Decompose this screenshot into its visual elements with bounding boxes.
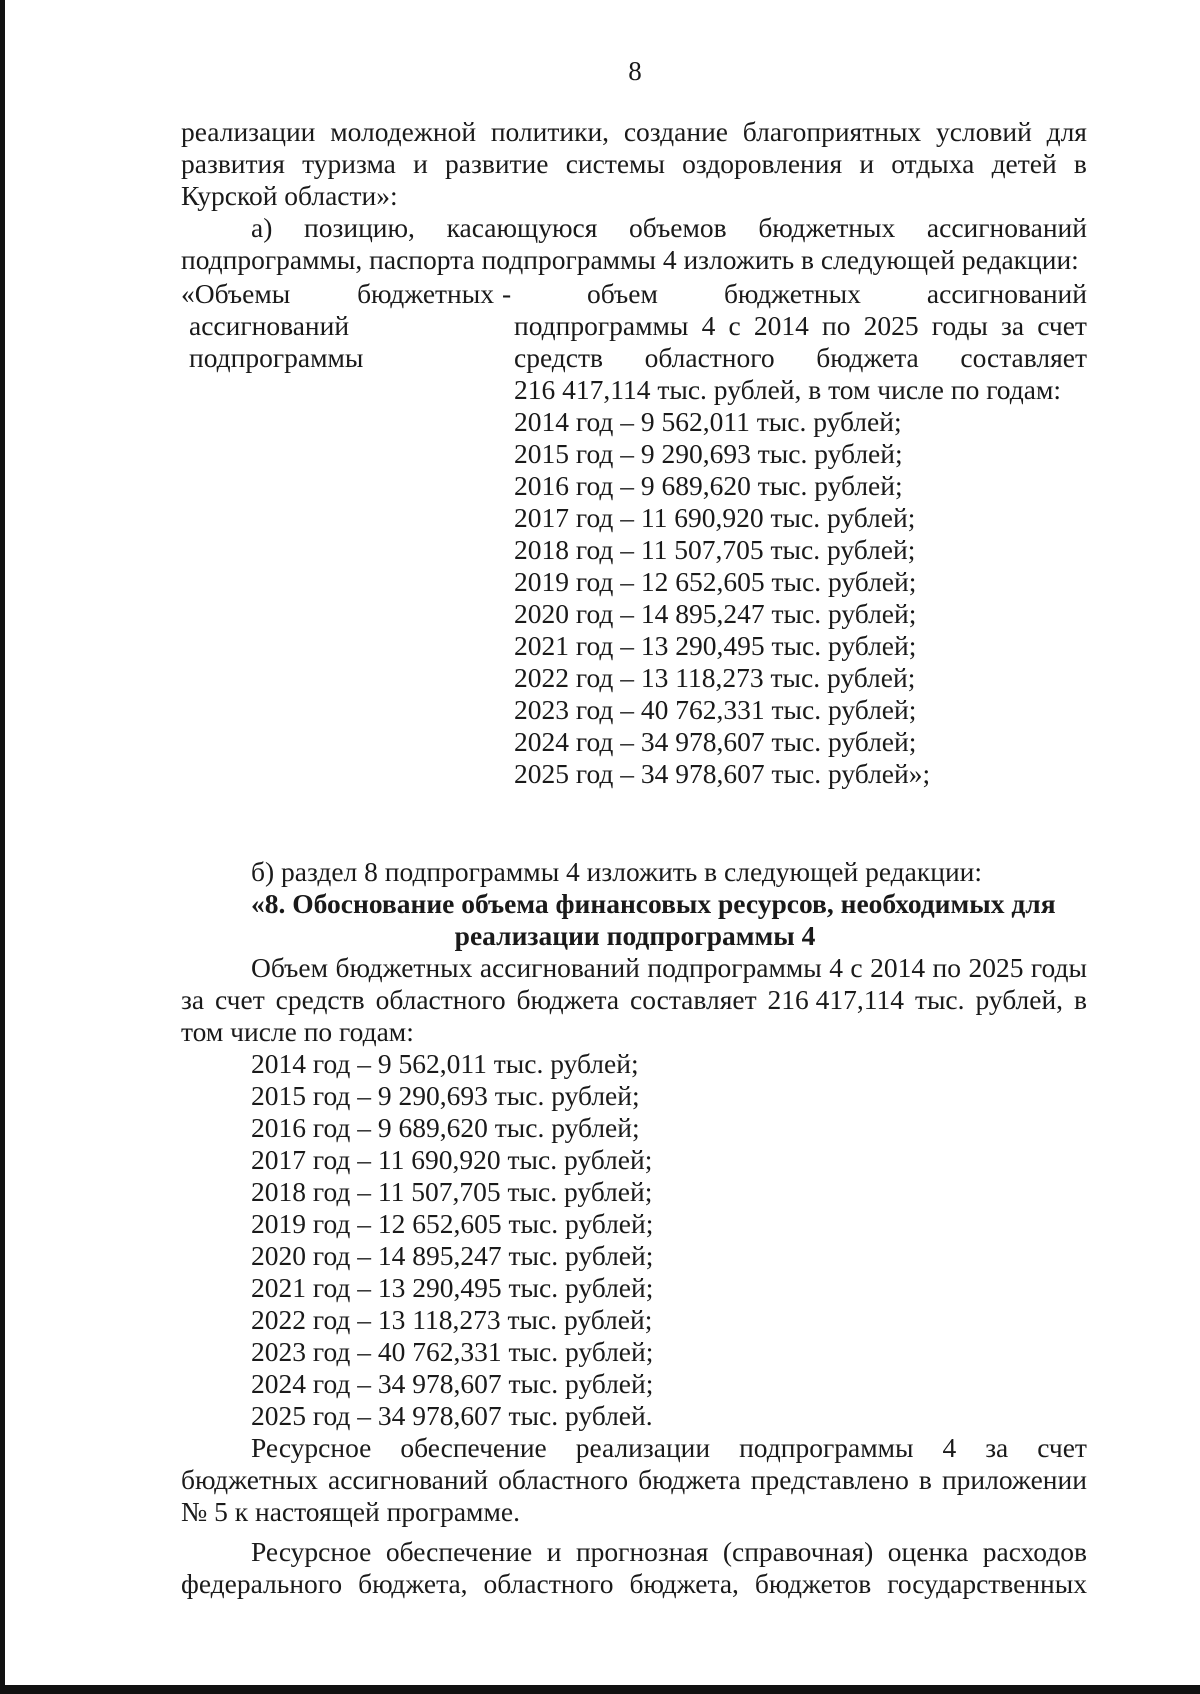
word: касающуюся (446, 212, 598, 243)
word: счет (1037, 1432, 1087, 1463)
word: Объем (251, 952, 328, 983)
word: ассигнований (479, 952, 640, 983)
passport-left-line-2: ассигнований (189, 310, 350, 341)
word: развития (181, 148, 285, 179)
section-para-1-line-1 (251, 952, 1087, 984)
word: бюджетных (357, 278, 494, 309)
word: 2014 (753, 310, 809, 341)
word: бюджетных (723, 278, 861, 309)
passport-year-item: 2021 год – 13 290,495 тыс. рублей; (514, 630, 917, 661)
word: и (546, 1536, 562, 1567)
word: тыс. (914, 984, 965, 1015)
word: средств (275, 984, 365, 1015)
word: 216 417,114 (767, 984, 905, 1015)
word: в (1073, 148, 1087, 179)
word: реализации (181, 116, 316, 147)
word: обеспечение (385, 1536, 533, 1567)
scan-left-edge (0, 0, 5, 1694)
word: прогнозная (575, 1536, 709, 1567)
word: составляет (960, 342, 1087, 373)
passport-year-item: 2023 год – 40 762,331 тыс. рублей; (514, 694, 917, 725)
section-para-2-line-1 (251, 1432, 1087, 1464)
section-para-2-line-2 (181, 1464, 1087, 1496)
passport-right-line-3 (514, 342, 1087, 374)
word: развитие (445, 148, 549, 179)
word: за (181, 984, 205, 1015)
word: счет (1037, 310, 1087, 341)
word: «Объемы (181, 278, 291, 309)
section-year-item: 2023 год – 40 762,331 тыс. рублей; (251, 1336, 654, 1367)
section-para-1-line-3: том числе по годам: (181, 1016, 414, 1047)
word: Ресурсное (251, 1432, 372, 1463)
section-year-item: 2014 год – 9 562,011 тыс. рублей; (251, 1048, 639, 1079)
passport-year-item: 2022 год – 13 118,273 тыс. рублей; (514, 662, 916, 693)
intro-line-1 (181, 116, 1087, 148)
word: подпрограммы (514, 310, 689, 341)
word: областного (483, 1568, 614, 1599)
passport-year-item: 2019 год – 12 652,605 тыс. рублей; (514, 566, 917, 597)
section-heading-line-2: реализации подпрограммы 4 (454, 920, 816, 951)
passport-year-item: 2024 год – 34 978,607 тыс. рублей; (514, 726, 917, 757)
word: политики, (490, 116, 610, 147)
word: 2025 (968, 952, 1024, 983)
item-a-line-1 (251, 212, 1087, 244)
section-year-item: 2016 год – 9 689,620 тыс. рублей; (251, 1112, 640, 1143)
passport-right-line-4: 216 417,114 тыс. рублей, в том числе по годам: (514, 374, 1061, 405)
word: по (822, 310, 851, 341)
word: подпрограммы (739, 1432, 914, 1463)
word: за (985, 1432, 1009, 1463)
word: счет (215, 984, 265, 1015)
word: оценка (887, 1536, 969, 1567)
section-heading-line-1: «8. Обоснование объема финансовых ресурсов, необходимых для (251, 888, 1056, 919)
word: бюджетов (754, 1568, 872, 1599)
word: объемов (629, 212, 727, 243)
word: системы (565, 148, 665, 179)
word: бюджета (638, 1464, 741, 1495)
word: реализации (575, 1432, 711, 1463)
section-year-item: 2025 год – 34 978,607 тыс. рублей. (251, 1400, 653, 1431)
section-para-3-line-1 (251, 1536, 1087, 1568)
word: по (932, 952, 962, 983)
word: за (1000, 310, 1025, 341)
section-para-2-line-3: № 5 к настоящей программе. (181, 1496, 520, 1527)
passport-year-item: 2015 год – 9 290,693 тыс. рублей; (514, 438, 903, 469)
item-a-line-2: подпрограммы, паспорта подпрограммы 4 изложить в следующей редакции: (181, 244, 1079, 275)
word: рублей, (975, 984, 1064, 1015)
intro-line-2 (181, 148, 1087, 180)
section-para-3-line-2 (181, 1568, 1087, 1600)
word: расходов (982, 1536, 1087, 1567)
word: подпрограммы (647, 952, 822, 983)
word: бюджетных (181, 1464, 318, 1495)
word: 4 (942, 1432, 957, 1463)
word: 2025 (863, 310, 919, 341)
passport-year-item: 2025 год – 34 978,607 тыс. рублей»; (514, 758, 931, 789)
passport-right-line-1 (587, 278, 1087, 310)
word: 2014 (870, 952, 926, 983)
passport-right-line-2 (514, 310, 1087, 342)
word: областного (498, 1464, 629, 1495)
word: с (728, 310, 741, 341)
section-para-1-line-2 (181, 984, 1087, 1016)
word: представлено (750, 1464, 909, 1495)
word: 4 (829, 952, 843, 983)
passport-year-item: 2020 год – 14 895,247 тыс. рублей; (514, 598, 917, 629)
word: для (1046, 116, 1087, 147)
word: и (859, 148, 875, 179)
word: областного (375, 984, 506, 1015)
word: составляет (629, 984, 757, 1015)
passport-year-item: 2017 год – 11 690,920 тыс. рублей; (514, 502, 916, 533)
page-number: 8 (628, 56, 642, 86)
word: бюджета (516, 984, 620, 1015)
word: бюджетных (758, 212, 896, 243)
word: а) (251, 212, 273, 243)
passport-year-item: 2014 год – 9 562,011 тыс. рублей; (514, 406, 902, 437)
word: создание (623, 116, 729, 147)
word: годы (1030, 952, 1087, 983)
word: 4 (701, 310, 716, 341)
section-year-item: 2019 год – 12 652,605 тыс. рублей; (251, 1208, 654, 1239)
word: оздоровления (682, 148, 843, 179)
word: в (1073, 984, 1087, 1015)
word: туризма (302, 148, 396, 179)
word: приложении (941, 1464, 1087, 1495)
word: условий (935, 116, 1032, 147)
section-year-item: 2020 год – 14 895,247 тыс. рублей; (251, 1240, 654, 1271)
passport-left-line-3: подпрограммы (189, 342, 364, 373)
word: обеспечение (400, 1432, 547, 1463)
section-year-item: 2022 год – 13 118,273 тыс. рублей; (251, 1304, 653, 1335)
word: бюджета, (629, 1568, 739, 1599)
word: ассигнований (926, 212, 1087, 243)
word: с (850, 952, 863, 983)
word: молодежной (330, 116, 477, 147)
word: областного (644, 342, 775, 373)
word: средств (514, 342, 603, 373)
word: Ресурсное (251, 1536, 372, 1567)
word: детей (991, 148, 1057, 179)
scan-bottom-edge (0, 1685, 1200, 1694)
word: годы (931, 310, 988, 341)
passport-dash: - (502, 278, 512, 309)
section-year-item: 2017 год – 11 690,920 тыс. рублей; (251, 1144, 653, 1175)
word: благоприятных (742, 116, 922, 147)
word: в (918, 1464, 932, 1495)
word: объем (587, 278, 658, 309)
word: (справочная) (722, 1536, 874, 1567)
section-year-item: 2024 год – 34 978,607 тыс. рублей; (251, 1368, 654, 1399)
word: ассигнований (926, 278, 1087, 309)
word: ассигнований (327, 1464, 489, 1495)
passport-left-line-1 (181, 278, 494, 310)
word: бюджета (816, 342, 919, 373)
section-year-item: 2018 год – 11 507,705 тыс. рублей; (251, 1176, 653, 1207)
word: и (413, 148, 428, 179)
intro-line-3: Курской области»: (181, 180, 398, 211)
item-b-line: б) раздел 8 подпрограммы 4 изложить в следующей редакции: (251, 856, 983, 887)
word: отдыха (891, 148, 975, 179)
word: бюджета, (358, 1568, 468, 1599)
section-year-item: 2021 год – 13 290,495 тыс. рублей; (251, 1272, 654, 1303)
word: бюджетных (335, 952, 473, 983)
word: государственных (887, 1568, 1087, 1599)
word: позицию, (304, 212, 415, 243)
word: федерального (181, 1568, 343, 1599)
section-year-item: 2015 год – 9 290,693 тыс. рублей; (251, 1080, 640, 1111)
passport-year-item: 2018 год – 11 507,705 тыс. рублей; (514, 534, 916, 565)
passport-year-item: 2016 год – 9 689,620 тыс. рублей; (514, 470, 903, 501)
